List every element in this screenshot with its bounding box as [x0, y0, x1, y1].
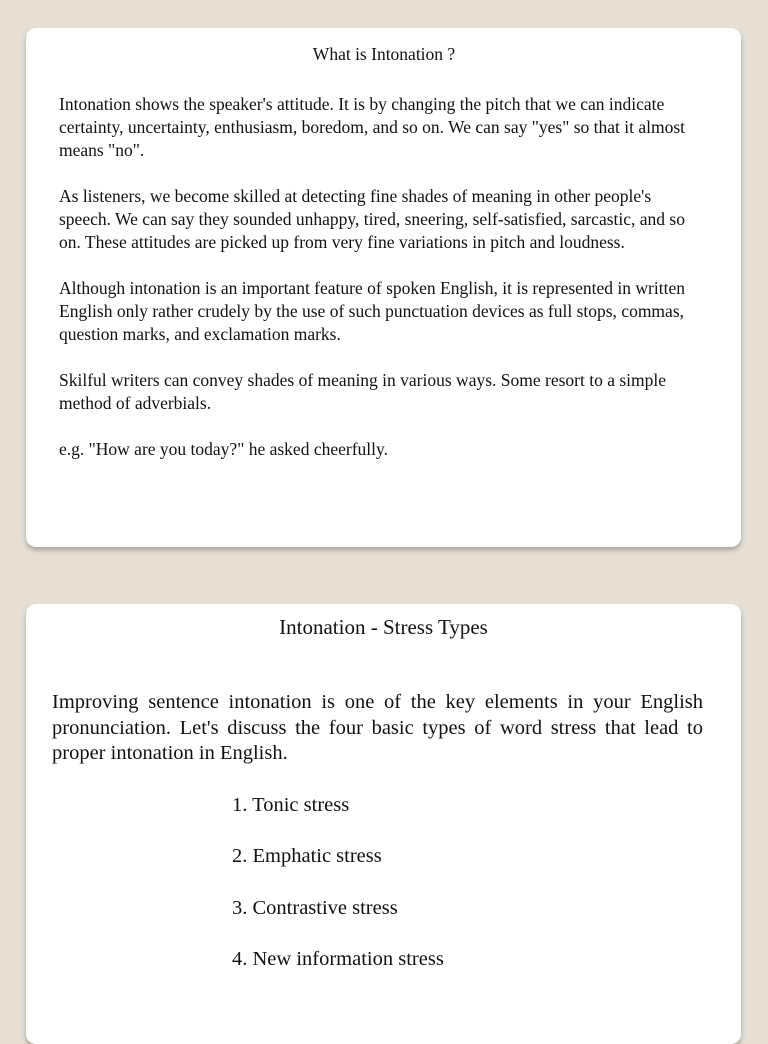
card-title: Intonation - Stress Types	[279, 615, 488, 639]
stress-types-card	[26, 604, 741, 1044]
example-sentence: e.g. "How are you today?" he asked cheerfully.	[59, 439, 388, 459]
list-item: 1. Tonic stress	[232, 793, 350, 816]
intro-paragraph: Improving sentence intonation is one of the key elements in your English pronunciation. Let's discuss the four basic types of word stress that lead to proper intonation in English.	[52, 691, 703, 764]
paragraph: As listeners, we become skilled at detecting fine shades of meaning in other people's speech. We can say they sounded unhappy, tired, sneering, self-satisfied, sarcastic, and so on. These attitudes are picked up from very fine variations in pitch and loudness.	[59, 186, 685, 252]
paragraph: Skilful writers can convey shades of meaning in various ways. Some resort to a simple method of adverbials.	[59, 370, 667, 413]
list-item: 4. New information stress	[232, 948, 444, 970]
stress-types-list	[52, 792, 703, 973]
card-title: What is Intonation ?	[312, 44, 456, 64]
list-item: 2. Emphatic stress	[232, 845, 382, 867]
paragraph: Although intonation is an important feature of spoken English, it is represented in written English only rather crudely by the use of such punctuation devices as full stops, commas, question marks, and exclamation marks.	[59, 278, 685, 344]
paragraph: Intonation shows the speaker's attitude. It is by changing the pitch that we can indicate certainty, uncertainty, enthusiasm, boredom, and so on. We can say "yes" so that it almost means "no".	[59, 94, 686, 160]
list-item: 3. Contrastive stress	[232, 896, 398, 919]
intonation-card	[26, 28, 741, 547]
